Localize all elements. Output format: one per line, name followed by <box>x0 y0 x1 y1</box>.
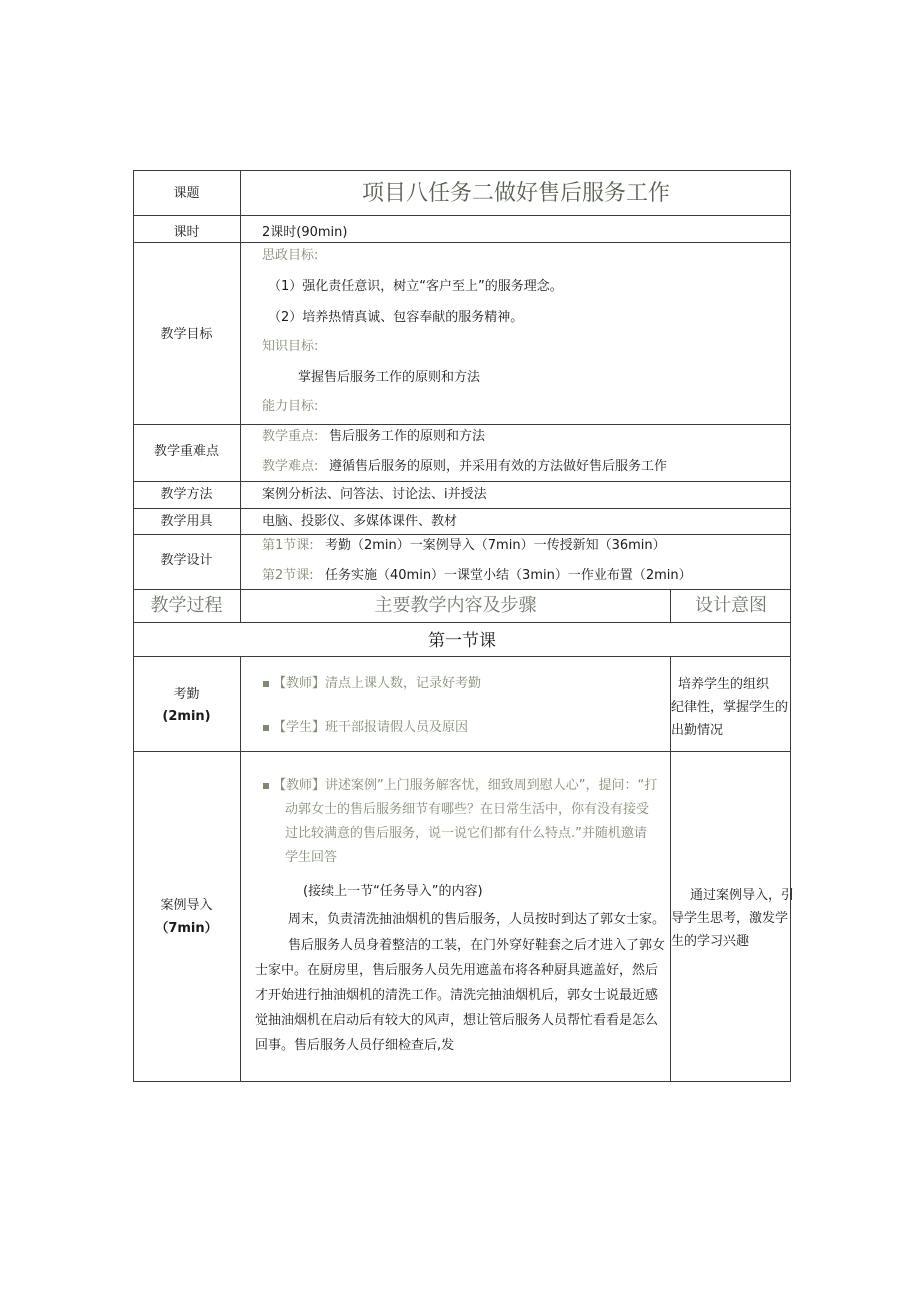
table-border-top <box>133 170 791 171</box>
goals-label: 教学目标 <box>160 327 213 342</box>
bullet-icon <box>263 725 269 731</box>
case-teacher-line: 学生回答 <box>285 850 338 865</box>
row-divider <box>133 622 791 623</box>
table-border-bottom <box>133 1081 791 1082</box>
hours-label: 课时 <box>173 225 200 240</box>
lesson1-value: 考勤（2min）一案例导入（7min）一传授新知（36min） <box>325 538 666 553</box>
row-divider <box>133 215 791 216</box>
row-divider <box>133 481 791 482</box>
case-intent-line: 生的学习兴趣 <box>671 934 750 949</box>
attendance-label: 考勤 <box>173 687 200 702</box>
process-column-header: 教学过程 <box>150 595 223 616</box>
key-point-value: 售后服务工作的原则和方法 <box>329 429 486 444</box>
tools-label: 教学用具 <box>160 514 213 529</box>
col-divider <box>670 656 671 1082</box>
section-title: 第一节课 <box>428 631 496 651</box>
case-continue-note: (接续上一节“任务导入”的内容) <box>303 884 483 899</box>
case-teacher-step <box>263 777 657 795</box>
topic-label: 课题 <box>173 186 200 201</box>
table-border-right <box>790 170 791 1082</box>
attendance-teacher-text: 【教师】清点上课人数，记录好考勤 <box>273 676 482 691</box>
attendance-student-step <box>263 719 468 737</box>
case-teacher-text: 【教师】讲述案例”上门服务解客忧，细致周到慰人心”，提问：“打 <box>273 778 658 793</box>
ideology-goal-heading: 思政目标: <box>262 248 319 263</box>
case-duration: （7min） <box>155 921 218 936</box>
knowledge-goal-item: 掌握售后服务工作的原则和方法 <box>298 370 481 385</box>
ideology-goal-item: （1）强化责任意识，树立“客户至上”的服务理念。 <box>268 279 563 294</box>
attendance-teacher-step <box>263 675 481 693</box>
knowledge-goal-heading: 知识目标: <box>262 339 319 354</box>
attendance-intent-line: 纪律性，掌握学生的 <box>671 700 789 715</box>
bullet-icon <box>263 783 269 789</box>
row-divider <box>133 508 791 509</box>
ideology-goal-item: （2）培养热情真诚、包容奉献的服务精神。 <box>268 310 524 325</box>
lesson2-value: 任务实施（40min）一课堂小结（3min）一作业布置（2min） <box>325 568 692 583</box>
attendance-duration: (2min) <box>162 709 211 724</box>
methods-label: 教学方法 <box>160 487 213 502</box>
lesson2-label: 第2节课: <box>262 568 314 583</box>
intent-column-header: 设计意图 <box>695 595 767 616</box>
row-divider <box>133 656 791 657</box>
attendance-intent-line: 培养学生的组织 <box>678 677 770 692</box>
page-title: 项目八任务二做好售后服务工作 <box>361 181 670 206</box>
design-label: 教学设计 <box>160 553 213 568</box>
key-points-label: 教学重难点 <box>153 444 219 459</box>
content-column-header: 主要教学内容及步骤 <box>374 595 537 616</box>
case-teacher-line: 过比较满意的售后服务，说一说它们都有什么特点.”并随机邀请 <box>285 826 647 841</box>
bullet-icon <box>263 681 269 687</box>
difficult-point-value: 遵循售后服务的原则，并采用有效的方法做好售后服务工作 <box>329 459 668 474</box>
lesson-plan-table <box>133 170 795 1082</box>
case-intent-line: 通过案例导入，引 <box>690 888 795 903</box>
ability-goal-heading: 能力目标: <box>262 399 319 414</box>
case-intent-line: 导学生思考，激发学 <box>671 911 789 926</box>
key-point-label: 教学重点: <box>262 429 319 444</box>
difficult-point-label: 教学难点: <box>262 459 319 474</box>
attendance-student-text: 【学生】班干部报请假人员及原因 <box>273 720 469 735</box>
case-label: 案例导入 <box>160 898 213 913</box>
case-teacher-line: 动郭女士的售后服务细节有哪些？在日常生活中，你有没有接受 <box>285 802 650 817</box>
table-border-left <box>133 170 134 1082</box>
methods-value: 案例分析法、问答法、讨论法、i并授法 <box>262 487 487 502</box>
row-divider <box>133 589 791 590</box>
row-divider <box>133 424 791 425</box>
hours-value: 2课时(90min) <box>262 225 348 240</box>
row-divider <box>133 751 791 752</box>
row-divider <box>133 242 791 243</box>
row-divider <box>133 534 791 535</box>
col-divider <box>240 170 241 622</box>
col-divider <box>240 656 241 1082</box>
case-story-paragraph: 售后服务人员身着整洁的工装，在门外穿好鞋套之后才进入了郭女士家中。在厨房里，售后服务人员先用遮盖布将各种厨具遮盖好，然后才开始进行抽油烟机的清洗工作。清洗完抽油烟机后，郭女士说最近感觉抽油烟机在启动后有较大的风声，想让管后服务人员帮忙看看是怎么回事。售后服务人员仔细检查后,发 <box>255 938 666 1053</box>
tools-value: 电脑、投影仪、多媒体课件、教材 <box>262 514 458 529</box>
case-story-first: 周末，负责清洗抽油烟机的售后服务，人员按时到达了郭女士家。 <box>288 912 666 927</box>
attendance-intent-line: 出勤情况 <box>671 723 724 738</box>
lesson1-label: 第1节课: <box>262 538 314 553</box>
